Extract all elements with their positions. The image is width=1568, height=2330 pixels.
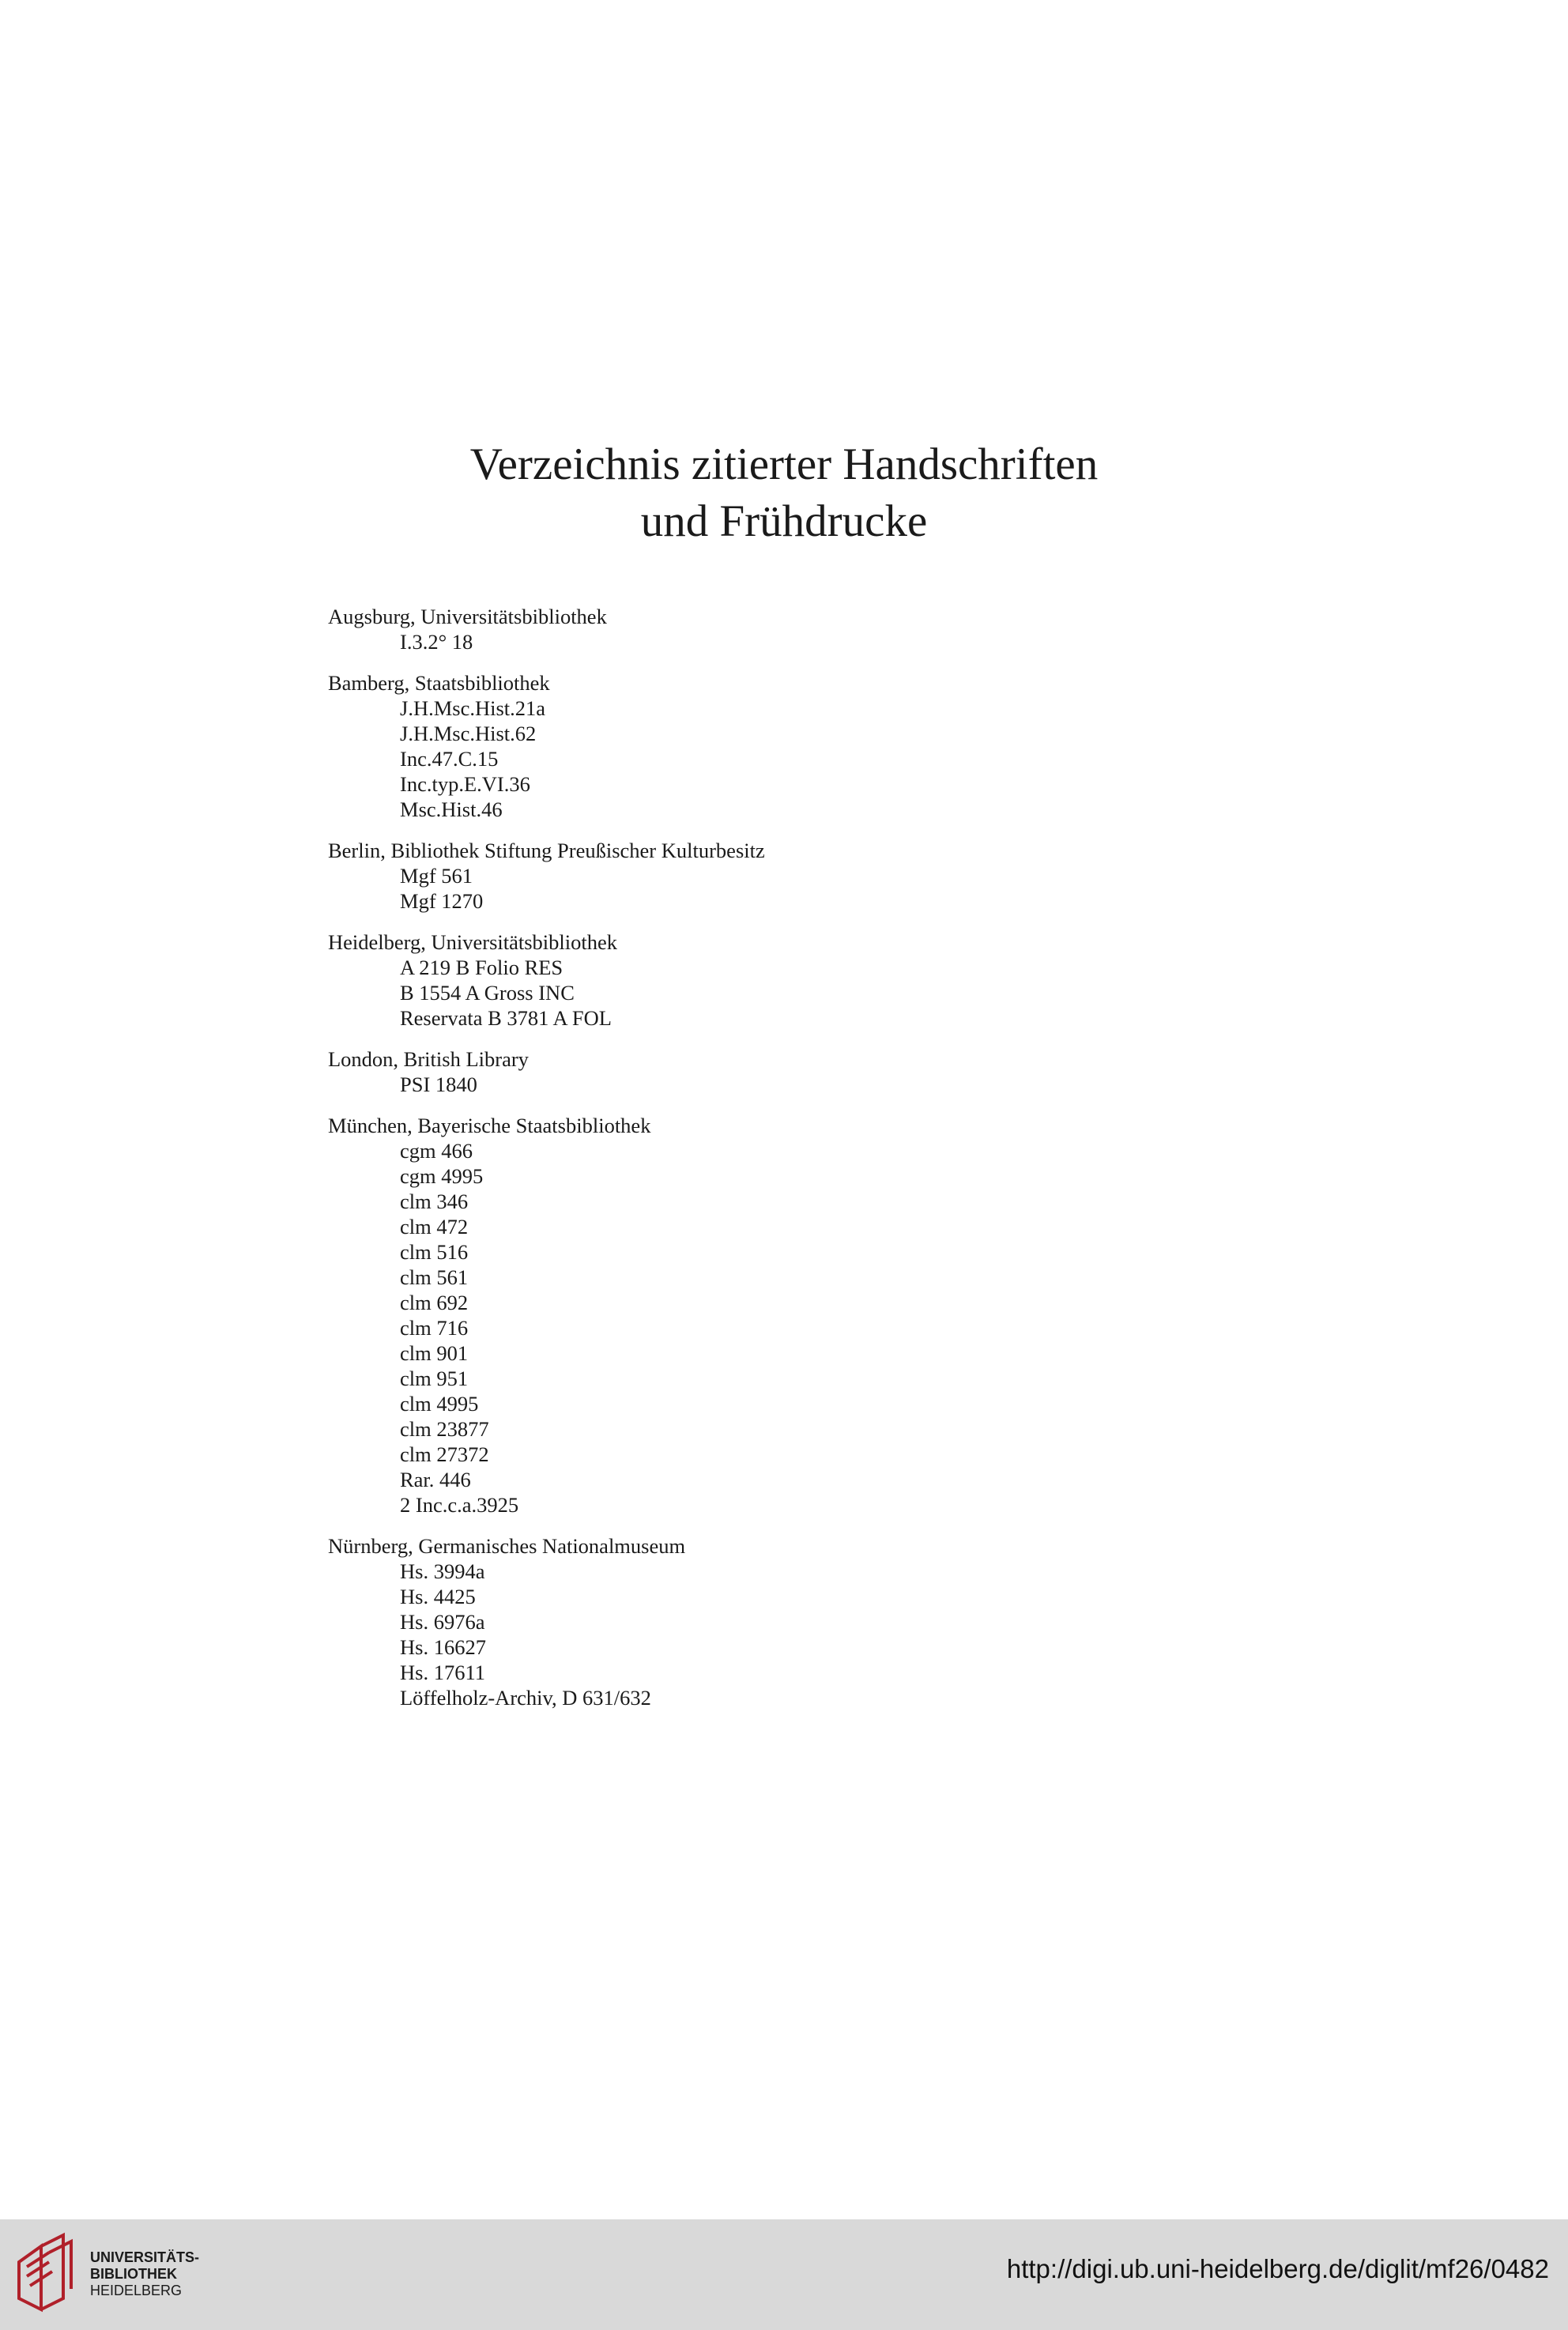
shelfmark-item: cgm 4995 [400,1164,484,1188]
logo-text-line-2: BIBLIOTHEK [90,2266,177,2282]
library-entry [328,1113,1276,1518]
shelfmark-item: J.H.Msc.Hist.21a [400,696,546,720]
library-logo-text [90,2249,199,2299]
shelfmark-item: A 219 B Folio RES [400,956,564,979]
library-name: Nürnberg, Germanisches Nationalmuseum [328,1534,686,1558]
shelfmark-item: Hs. 4425 [400,1585,476,1608]
library-name: Bamberg, Staatsbibliothek [328,671,550,695]
page-title-line-2: und Frühdrucke [640,496,928,546]
library-name: Heidelberg, Universitätsbibliothek [328,930,618,954]
shelfmark-item: clm 692 [400,1291,469,1314]
shelfmark-item: J.H.Msc.Hist.62 [400,722,537,745]
shelfmark-item: clm 516 [400,1240,469,1264]
shelfmark-item: clm 346 [400,1190,469,1213]
manuscript-index [328,604,1276,1726]
page-title [0,436,1568,550]
shelfmark-item: clm 23877 [400,1417,489,1441]
library-entry [328,1046,1276,1097]
shelfmark-item: PSI 1840 [400,1073,477,1096]
shelfmark-item: clm 4995 [400,1392,479,1416]
shelfmark-item: Mgf 561 [400,864,473,888]
library-logo-icon [14,2230,84,2316]
shelfmark-item: cgm 466 [400,1139,473,1163]
shelfmark-item: clm 716 [400,1316,469,1340]
shelfmark-item: Löffelholz-Archiv, D 631/632 [400,1686,651,1710]
logo-text-line-1: UNIVERSITÄTS- [90,2249,200,2265]
shelfmark-item: Hs. 3994a [400,1559,485,1583]
shelfmark-item: Msc.Hist.46 [400,797,503,821]
library-entry [328,929,1276,1031]
shelfmark-item: Inc.47.C.15 [400,747,499,771]
shelfmark-item: Hs. 6976a [400,1610,485,1634]
footer-bar [0,2219,1568,2330]
source-url-link[interactable]: http://digi.ub.uni-heidelberg.de/diglit/mf26/0482 [1006,2254,1549,2283]
shelfmark-item: Reservata B 3781 A FOL [400,1006,612,1030]
shelfmark-item: Hs. 16627 [400,1635,486,1659]
library-name: München, Bayerische Staatsbibliothek [328,1114,651,1137]
library-entry [328,838,1276,914]
logo-text-line-3: HEIDELBERG [90,2283,183,2298]
shelfmark-item: Mgf 1270 [400,889,484,913]
shelfmark-item: clm 951 [400,1367,469,1390]
library-entry [328,670,1276,822]
shelfmark-item: Inc.typ.E.VI.36 [400,772,530,796]
library-name: Augsburg, Universitätsbibliothek [328,605,607,628]
shelfmark-item: clm 472 [400,1215,469,1239]
shelfmark-item: 2 Inc.c.a.3925 [400,1493,519,1517]
shelfmark-item: Rar. 446 [400,1468,471,1491]
shelfmark-item: B 1554 A Gross INC [400,981,575,1005]
library-name: London, British Library [328,1047,529,1071]
shelfmark-item: Hs. 17611 [400,1661,485,1684]
library-entry [328,604,1276,654]
shelfmark-item: clm 901 [400,1341,469,1365]
shelfmark-item: clm 561 [400,1265,469,1289]
library-entry [328,1533,1276,1710]
library-name: Berlin, Bibliothek Stiftung Preußischer Kulturbesitz [328,839,765,862]
shelfmark-item: clm 27372 [400,1442,489,1466]
shelfmark-item: I.3.2° 18 [400,630,473,654]
page-title-line-1: Verzeichnis zitierter Handschriften [469,439,1099,489]
